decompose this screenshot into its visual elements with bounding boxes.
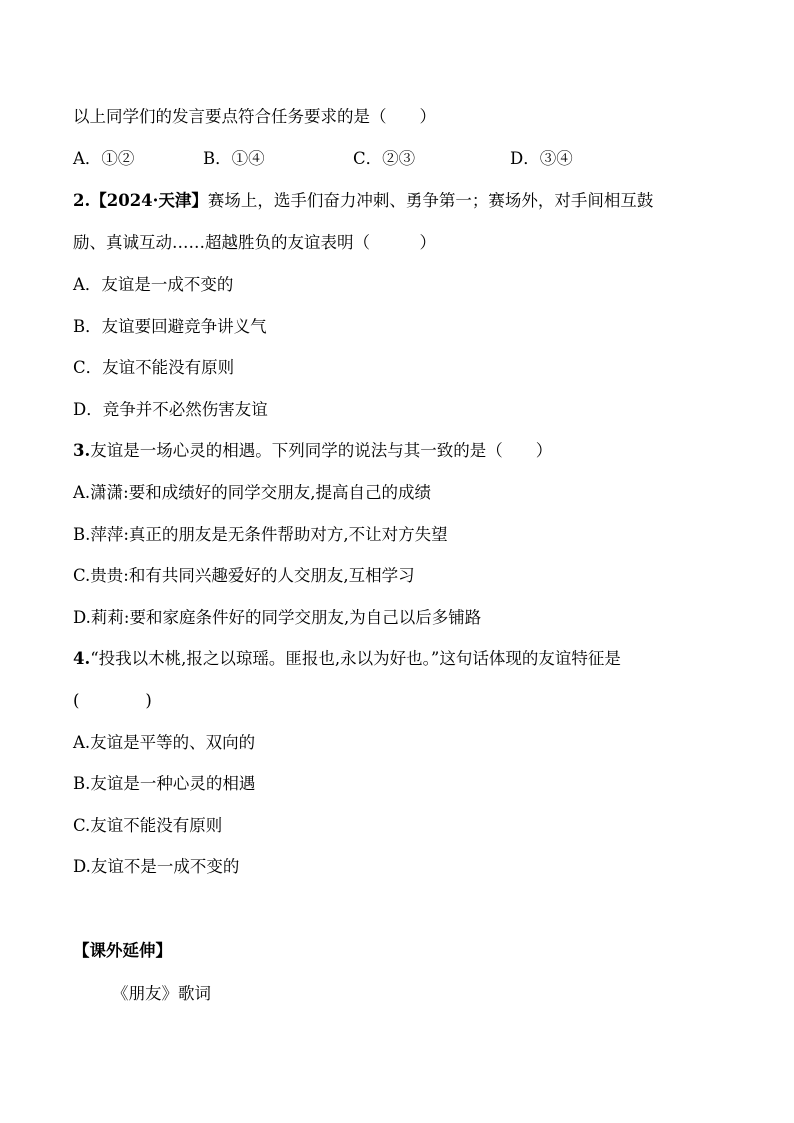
- q1-option-c: C．②③: [353, 149, 416, 168]
- q2-option-b: B．友谊要回避竞争讲义气: [73, 317, 267, 336]
- q1-option-b: B．①④: [203, 149, 265, 168]
- q2-option-d: D．竞争并不必然伤害友谊: [73, 400, 268, 419]
- q2-stem-line1: [73, 190, 653, 212]
- q4-option-b: B.友谊是一种心灵的相遇: [73, 774, 256, 793]
- q3-option-d: D.莉莉:要和家庭条件好的同学交朋友,为自己以后多铺路: [73, 608, 482, 627]
- q3-option-a: A.潇潇:要和成绩好的同学交朋友,提高自己的成绩: [73, 483, 431, 502]
- q4-number: 4.: [73, 649, 91, 668]
- q1-option-a: A．①②: [73, 149, 135, 168]
- q3-option-c: C.贵贵:和有共同兴趣爱好的人交朋友,互相学习: [73, 566, 415, 585]
- q3-number: 3.: [73, 441, 91, 460]
- q2-option-a: A．友谊是一成不变的: [73, 275, 234, 294]
- q4-stem-line2: ( ): [73, 691, 152, 710]
- q4-stem-line1: [73, 648, 621, 670]
- q3-stem-text: 友谊是一场心灵的相遇。下列同学的说法与其一致的是（ ）: [90, 441, 553, 460]
- q2-option-c: C．友谊不能没有原则: [73, 358, 235, 377]
- q4-option-d: D.友谊不是一成不变的: [73, 857, 240, 876]
- q3-stem: [73, 440, 552, 462]
- q3-option-b: B.萍萍:真正的朋友是无条件帮助对方,不让对方失望: [73, 525, 448, 544]
- q1-option-d: D．③④: [510, 149, 573, 168]
- extension-heading: 【课外延伸】: [73, 941, 172, 960]
- q4-option-c: C.友谊不能没有原则: [73, 816, 223, 835]
- q2-stem-text: 赛场上，选手们奋力冲刺、勇争第一；赛场外，对手间相互鼓: [207, 191, 654, 210]
- q2-source: 【2024·天津】: [90, 191, 208, 210]
- q2-stem-line2: 励、真诚互动……超越胜负的友谊表明（ ）: [73, 233, 436, 252]
- q1-stem: 以上同学们的发言要点符合任务要求的是（ ）: [73, 107, 436, 126]
- q2-number: 2.: [73, 191, 91, 210]
- q4-stem-text: “投我以木桃,报之以琼瑶。匪报也,永以为好也。”这句话体现的友谊特征是: [90, 649, 621, 668]
- extension-subtitle: 《朋友》歌词: [112, 984, 211, 1003]
- q4-option-a: A.友谊是平等的、双向的: [73, 733, 256, 752]
